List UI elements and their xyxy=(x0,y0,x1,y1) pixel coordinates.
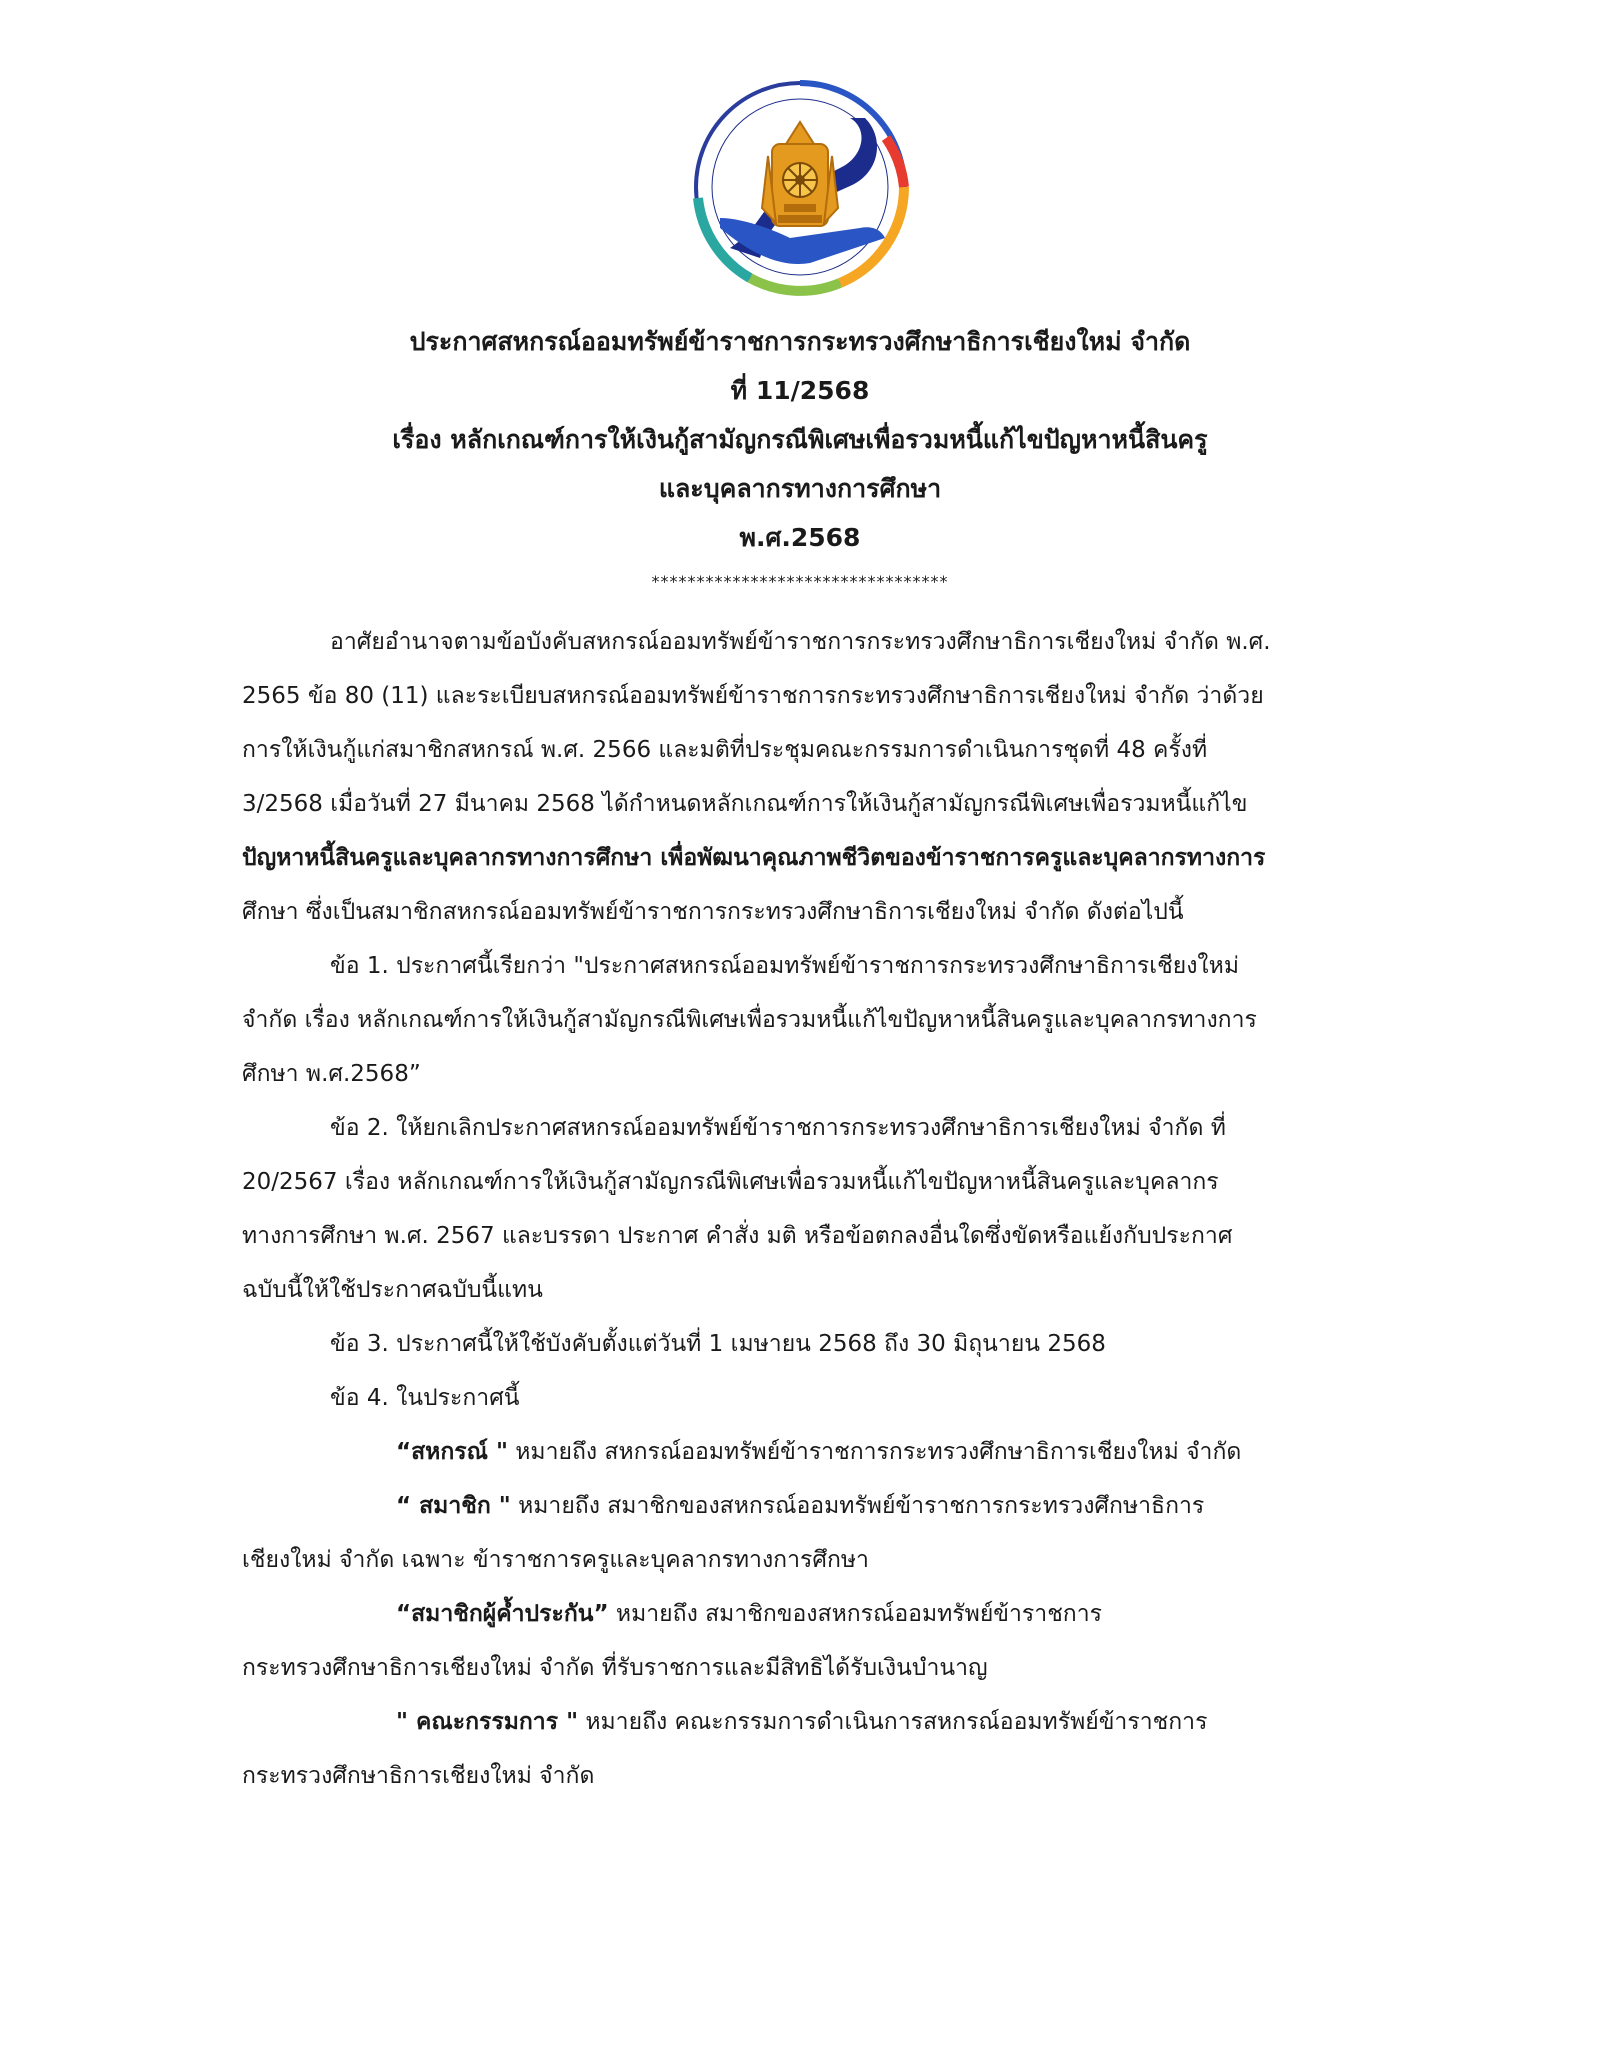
preamble-line: อาศัยอำนาจตามข้อบังคับสหกรณ์ออมทรัพย์ข้าราชการกระทรวงศึกษาธิการเชียงใหม่ จำกัด พ.ศ. xyxy=(330,629,1271,655)
clause-1-line: ศึกษา พ.ศ.2568” xyxy=(242,1061,421,1087)
announcement-subject-line-1: เรื่อง หลักเกณฑ์การให้เงินกู้สามัญกรณีพิเศษเพื่อรวมหนี้แก้ไขปัญหาหนี้สินครู xyxy=(392,425,1208,454)
clause-1-line: ข้อ 1. ประกาศนี้เรียกว่า "ประกาศสหกรณ์ออมทรัพย์ข้าราชการกระทรวงศึกษาธิการเชียงใหม่ xyxy=(330,953,1239,979)
clause-4: ข้อ 4. ในประกาศนี้ xyxy=(330,1385,520,1411)
clause-2-line: 20/2567 เรื่อง หลักเกณฑ์การให้เงินกู้สามัญกรณีพิเศษเพื่อรวมหนี้แก้ไขปัญหาหนี้สินครูและบุคลากร xyxy=(242,1169,1219,1195)
clause-1-line: จำกัด เรื่อง หลักเกณฑ์การให้เงินกู้สามัญกรณีพิเศษเพื่อรวมหนี้แก้ไขปัญหาหนี้สินครูและบุคลากรทางการ xyxy=(242,1007,1257,1033)
preamble-line: ศึกษา ซึ่งเป็นสมาชิกสหกรณ์ออมทรัพย์ข้าราชการกระทรวงศึกษาธิการเชียงใหม่ จำกัด ดังต่อไปนี้ xyxy=(242,899,1184,925)
clause-2-line: ฉบับนี้ให้ใช้ประกาศฉบับนี้แทน xyxy=(242,1277,543,1303)
announcement-title: ประกาศสหกรณ์ออมทรัพย์ข้าราชการกระทรวงศึกษาธิการเชียงใหม่ จำกัด xyxy=(409,327,1191,356)
preamble-line: 2565 ข้อ 80 (11) และระเบียบสหกรณ์ออมทรัพย์ข้าราชการกระทรวงศึกษาธิการเชียงใหม่ จำกัด ว่าด้วย xyxy=(242,683,1264,709)
cooperative-emblem-icon xyxy=(690,78,910,296)
definition-text: หมายถึง คณะกรรมการดำเนินการสหกรณ์ออมทรัพย์ข้าราชการ xyxy=(578,1709,1208,1735)
definition-term: “สมาชิกผู้ค้ำประกัน” xyxy=(396,1601,609,1627)
clause-2-line: ทางการศึกษา พ.ศ. 2567 และบรรดา ประกาศ คำสั่ง มติ หรือข้อตกลงอื่นใดซึ่งขัดหรือแย้งกับประกาศ xyxy=(242,1223,1233,1249)
definition-cooperative xyxy=(396,1437,1241,1467)
definition-continuation: กระทรวงศึกษาธิการเชียงใหม่ จำกัด xyxy=(242,1763,595,1789)
definition-text: หมายถึง สหกรณ์ออมทรัพย์ข้าราชการกระทรวงศึกษาธิการเชียงใหม่ จำกัด xyxy=(507,1439,1242,1465)
preamble-line: การให้เงินกู้แก่สมาชิกสหกรณ์ พ.ศ. 2566 และมติที่ประชุมคณะกรรมการดำเนินการชุดที่ 48 ครั้งที่ xyxy=(242,737,1208,763)
definition-text: หมายถึง สมาชิกของสหกรณ์ออมทรัพย์ข้าราชการ xyxy=(608,1601,1103,1627)
announcement-year: พ.ศ.2568 xyxy=(739,523,861,552)
definition-continuation: กระทรวงศึกษาธิการเชียงใหม่ จำกัด ที่รับราชการและมีสิทธิได้รับเงินบำนาญ xyxy=(242,1655,988,1681)
preamble-line: ปัญหาหนี้สินครูและบุคลากรทางการศึกษา เพื่อพัฒนาคุณภาพชีวิตของข้าราชการครูและบุคลากรทางการ xyxy=(242,845,1266,871)
announcement-number: ที่ 11/2568 xyxy=(730,376,870,405)
clause-2-line: ข้อ 2. ให้ยกเลิกประกาศสหกรณ์ออมทรัพย์ข้าราชการกระทรวงศึกษาธิการเชียงใหม่ จำกัด ที่ xyxy=(330,1115,1226,1141)
definition-term: “สหกรณ์ " xyxy=(396,1439,508,1465)
title-separator: ********************************* xyxy=(651,572,949,591)
announcement-subject-line-2: และบุคลากรทางการศึกษา xyxy=(658,474,942,503)
definition-member xyxy=(396,1491,1204,1521)
clause-3: ข้อ 3. ประกาศนี้ให้ใช้บังคับตั้งแต่วันที่ 1 เมษายน 2568 ถึง 30 มิถุนายน 2568 xyxy=(330,1331,1106,1357)
definition-term: " คณะกรรมการ " xyxy=(396,1709,579,1735)
definition-guarantor xyxy=(396,1599,1102,1629)
definition-term: “ สมาชิก " xyxy=(396,1493,511,1519)
preamble-line: 3/2568 เมื่อวันที่ 27 มีนาคม 2568 ได้กำหนดหลักเกณฑ์การให้เงินกู้สามัญกรณีพิเศษเพื่อรวมหนี้แก้ไข xyxy=(242,791,1248,817)
definition-text: หมายถึง สมาชิกของสหกรณ์ออมทรัพย์ข้าราชการกระทรวงศึกษาธิการ xyxy=(510,1493,1205,1519)
definition-continuation: เชียงใหม่ จำกัด เฉพาะ ข้าราชการครูและบุคลากรทางการศึกษา xyxy=(242,1547,869,1573)
definition-committee xyxy=(396,1707,1207,1737)
